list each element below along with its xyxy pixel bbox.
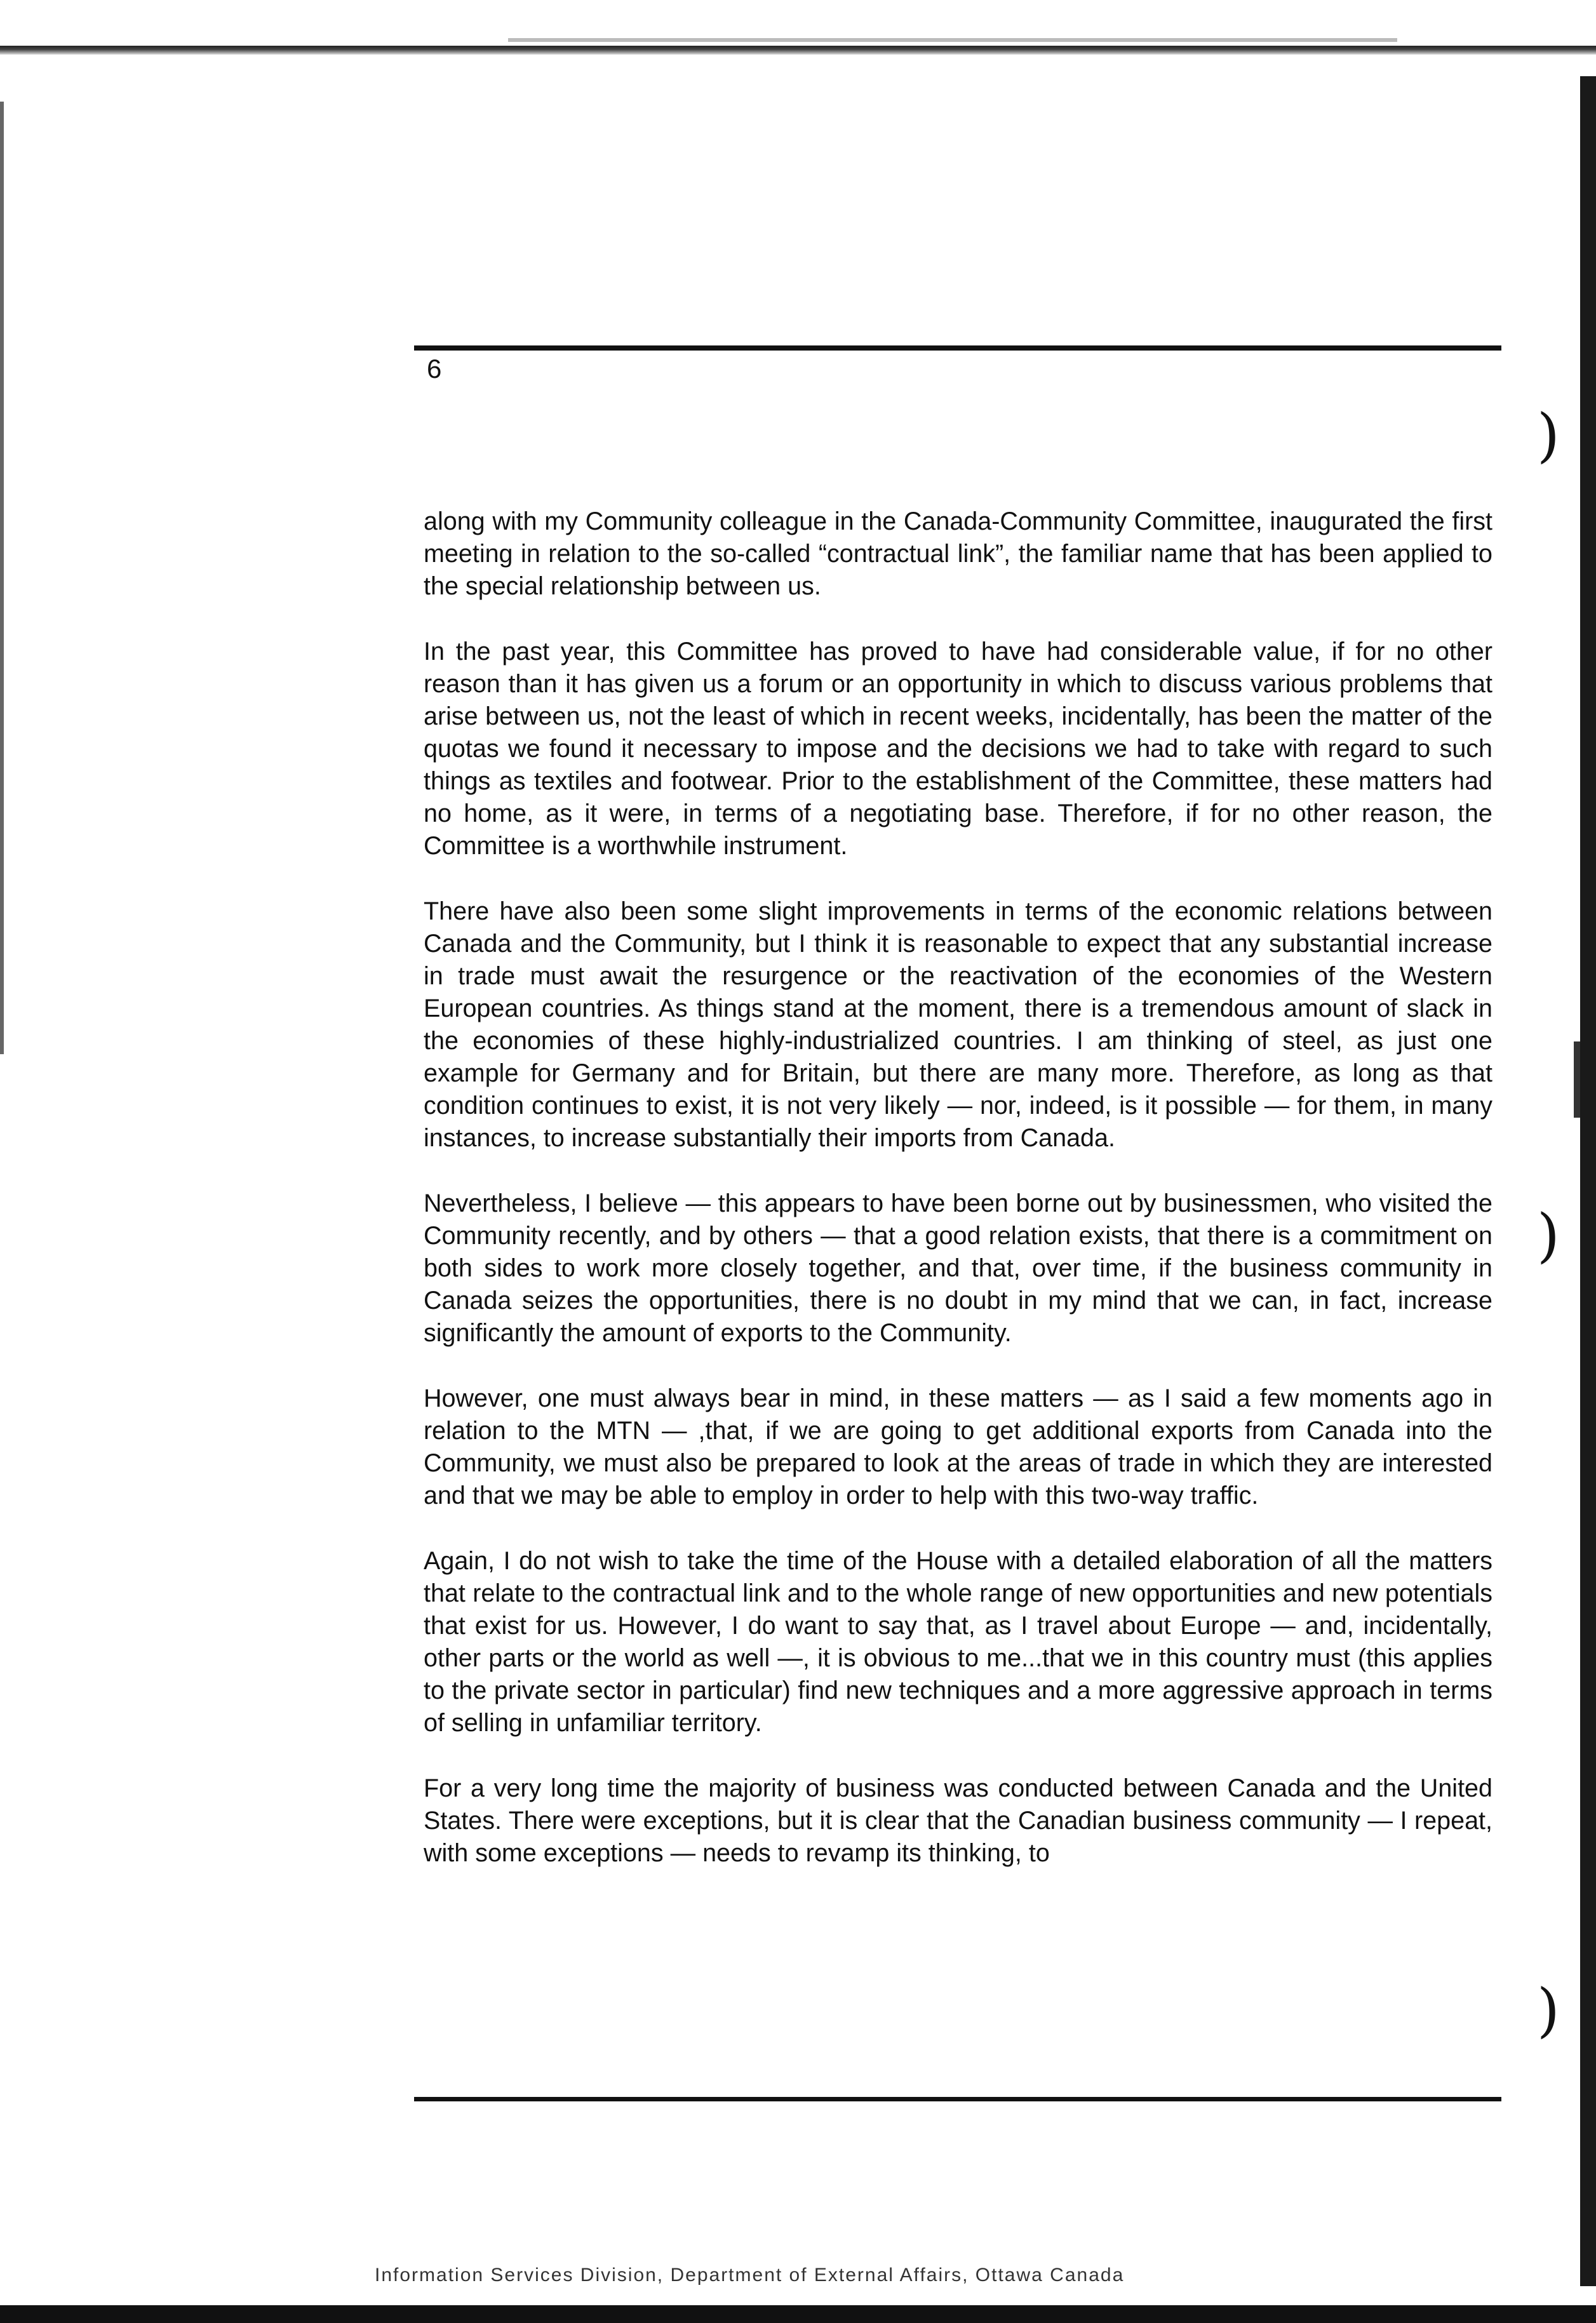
scan-edge-top-faint [508,38,1397,42]
page-footer: Information Services Division, Department of External Affairs, Ottawa Canada [375,2265,1125,2286]
footer-rule [414,2097,1501,2101]
binder-ring-icon: ) [1537,1202,1560,1269]
paragraph-6: Again, I do not wish to take the time of the House with a detailed elaboration of all the matters that relate to the contractual link and to the whole range of new opportunities and new potentials that exist for us. However, I do want to say that, as I travel about Europe — and, incidentally, other parts or the world as well —, it is obvious to me...that we in this country must (this applies to the private sector in particular) find new techniques and a more aggressive approach in terms of selling in unfamiliar territory. [424,1547,1492,1737]
paragraph-5: However, one must always bear in mind, in these matters — as I said a few moments ago in relation to the MTN — ,that, if we are going to get additional exports from Canada into the Community, we must also be prepared to look at the areas of trade in which they are interested and that we may be able to employ in order to help with this two-way traffic. [424,1384,1492,1510]
binder-ring-icon: ) [1537,401,1560,469]
paragraph-7: For a very long time the majority of business was conducted between Canada and the United States. There were exceptions, but it is clear that the Canadian business community — I repeat, with some exceptions — needs to revamp its thinking, to [424,1774,1492,1867]
scan-edge-right-shadow [1574,1041,1580,1118]
paragraph-3: There have also been some slight improvements in terms of the economic relations between Canada and the Community, but I think it is reasonable to expect that any substantial increase in trade must await the resurgence or the reactivation of the economies of the Western European countries. As things stand at the moment, there is a tremendous amount of slack in the economies of these highly-industrialized countries. I am thinking of steel, as just one example for Germany and for Britain, but there are many more. Therefore, as long as that condition continues to exist, it is not very likely — nor, indeed, is it possible — for them, in many instances, to increase substantially their imports from Canada. [424,897,1492,1152]
paragraph-1: along with my Community colleague in the Canada-Community Committee, inaugurated the first meeting in relation to the so-called “contractual link”, the familiar name that has been applied to the special relationship between us. [424,507,1492,600]
binder-ring-icon: ) [1537,1976,1560,2044]
header-rule [414,345,1501,351]
body-text [424,505,1492,1903]
scan-edge-bottom [0,2305,1596,2323]
paragraph-2: In the past year, this Committee has proved to have had considerable value, if for no other reason than it has given us a forum or an opportunity in which to discuss various problems that arise between us, not the least of which in recent weeks, incidentally, has been the matter of the quotas we found it necessary to impose and the decisions we had to take with regard to such things as textiles and footwear. Prior to the establishment of the Committee, these matters had no home, as it were, in terms of a negotiating base. Therefore, if for no other reason, the Committee is a worthwhile instrument. [424,638,1492,860]
page-number: 6 [427,354,442,384]
scan-edge-right [1580,76,1596,2286]
paragraph-4: Nevertheless, I believe — this appears to have been borne out by businessmen, who visited the Community recently, and by others — that a good relation exists, that there is a commitment on both sides to work more closely together, and that, over time, if the business community in Canada seizes the opportunities, there is no doubt in my mind that we can, in fact, increase significantly the amount of exports to the Community. [424,1189,1492,1347]
scan-edge-left [0,102,4,1054]
scan-edge-top [0,46,1596,55]
